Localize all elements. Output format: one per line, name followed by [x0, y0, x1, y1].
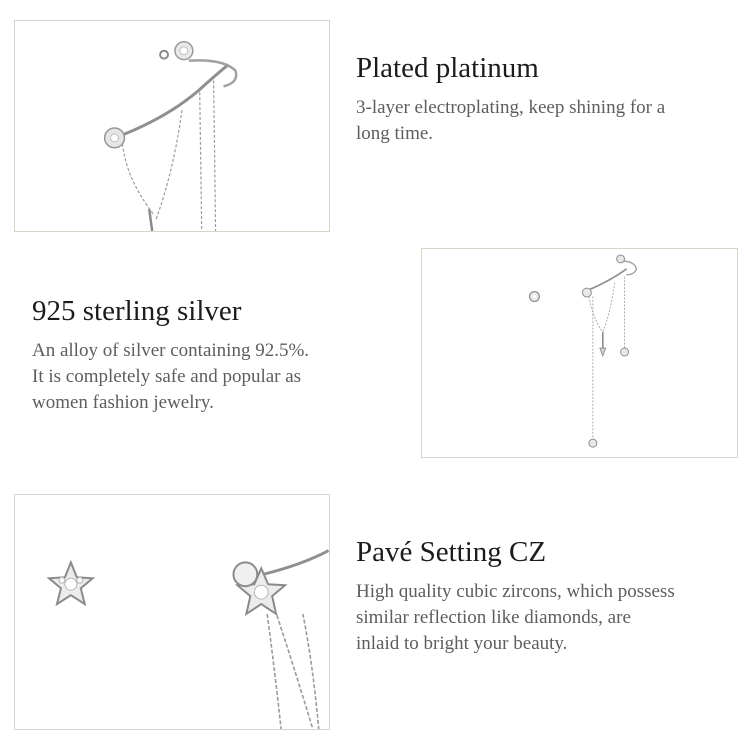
feature-title: 925 sterling silver	[32, 295, 242, 327]
feature-description	[356, 95, 741, 147]
feature-description	[356, 579, 741, 657]
description-line: 3-layer electroplating, keep shining for a	[356, 97, 666, 118]
feature-pave-setting	[356, 535, 741, 657]
feature-title: Plated platinum	[356, 52, 539, 84]
ear-cuff-closeup-illustration	[15, 21, 329, 231]
description-line: similar reflection like diamonds, are	[356, 607, 631, 628]
feature-sterling-silver	[32, 294, 402, 416]
feature-title: Pavé Setting CZ	[356, 536, 547, 568]
earring-pair-illustration	[422, 249, 737, 457]
feature-description	[32, 338, 402, 416]
description-line: long time.	[356, 123, 434, 144]
product-image-ear-cuff-closeup	[14, 20, 330, 232]
product-image-stud-detail	[14, 494, 330, 730]
description-line: inlaid to bright your beauty.	[356, 633, 568, 654]
product-image-earring-pair	[421, 248, 738, 458]
feature-plated-platinum	[356, 51, 741, 147]
description-line: women fashion jewelry.	[32, 392, 214, 413]
description-line: High quality cubic zircons, which possess	[356, 581, 675, 602]
stud-detail-illustration	[15, 495, 329, 729]
description-line: It is completely safe and popular as	[32, 366, 302, 387]
description-line: An alloy of silver containing 92.5%.	[32, 340, 310, 361]
